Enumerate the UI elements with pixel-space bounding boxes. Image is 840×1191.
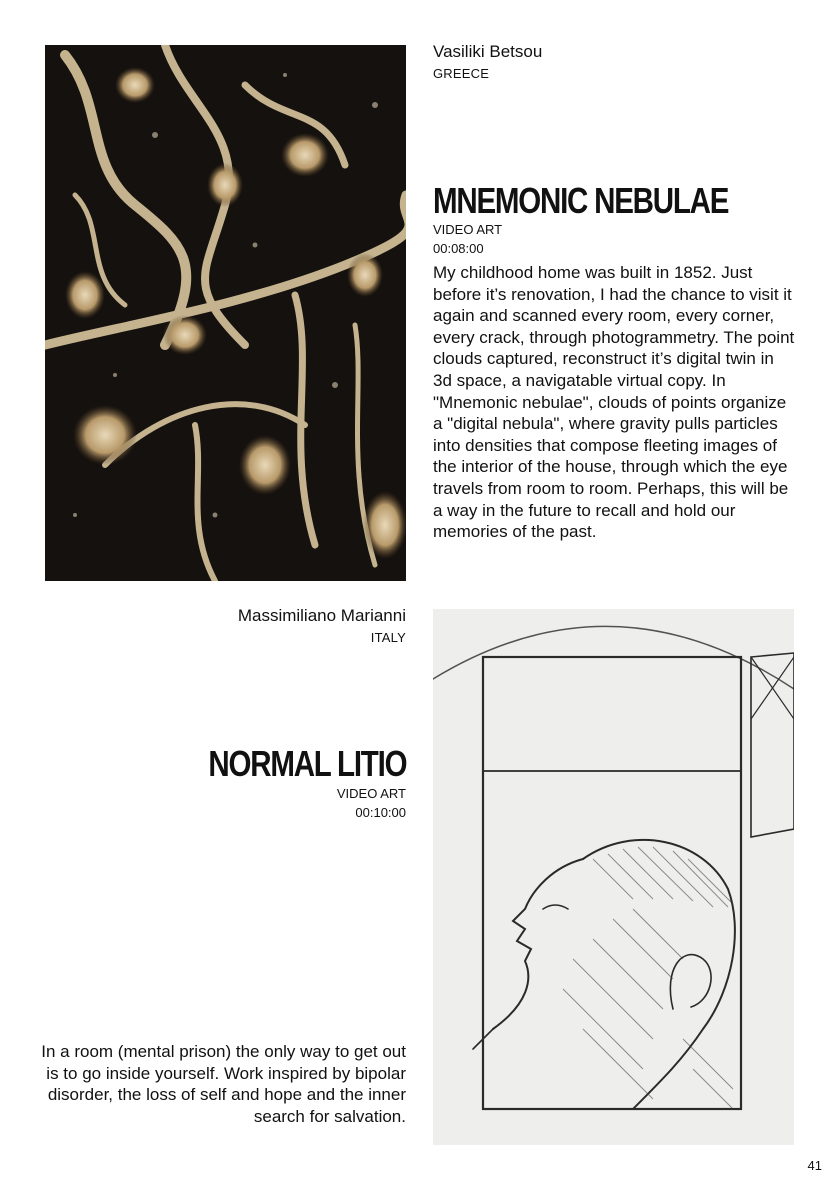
- artist-country: GREECE: [433, 66, 490, 81]
- artist-country: ITALY: [370, 630, 406, 645]
- work-type: VIDEO ART: [433, 222, 503, 237]
- work-title: NORMAL LITIO: [208, 743, 406, 784]
- artist-name: Vasiliki Betsou: [433, 42, 543, 61]
- mnemonic-nebulae-artwork-image: [45, 45, 406, 581]
- work-description: My childhood home was built in 1852. Just before it’s renovation, I had the chance to visit it again and scanned every room, every corner, every crack, through photogrammetry. The point clouds captured, reconstruct it’s digital twin in 3d space, a navigatable virtual copy. In "Mnemonic nebulae", clouds of points organize a "digital nebula", where gravity pulls particles into densities that compose fleeting images of the interior of the house, through which the eye travels from room to room. Perhaps, this will be a way in the future to recall and hold our memories of the past.: [433, 263, 795, 542]
- work-description: In a room (mental prison) the only way to get out is to go inside yourself. Work inspired by bipolar disorder, the loss of self and hope and the inner search for salvation.: [41, 1042, 406, 1126]
- work-title: MNEMONIC NEBULAE: [433, 180, 729, 221]
- artist-name: Massimiliano Marianni: [237, 606, 406, 625]
- page-number: 41: [807, 1158, 822, 1173]
- work-duration: 00:10:00: [355, 805, 406, 820]
- work-type: VIDEO ART: [336, 786, 406, 801]
- work-duration: 00:08:00: [433, 241, 484, 256]
- normal-litio-artwork-image: [433, 609, 794, 1145]
